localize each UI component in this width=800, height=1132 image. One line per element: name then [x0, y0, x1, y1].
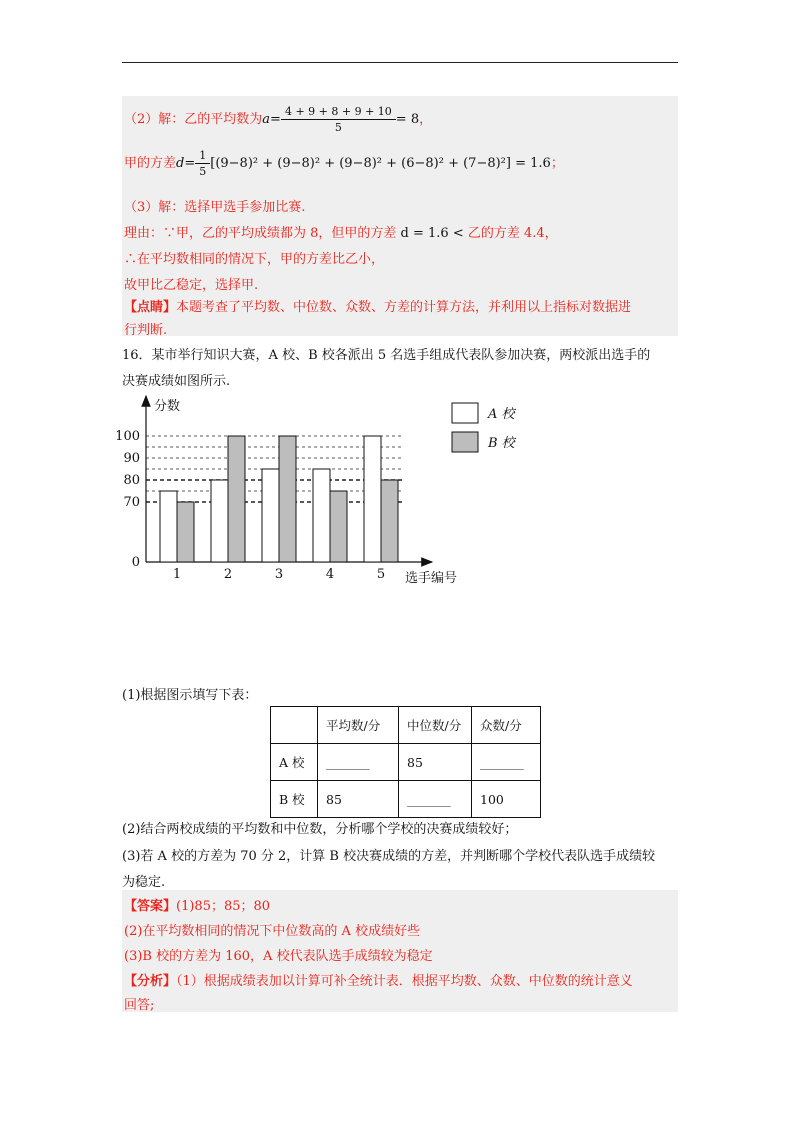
variance-denominator: 5 — [199, 165, 207, 178]
equals: = — [270, 112, 281, 127]
comment-tag: 【点睛】 — [124, 300, 177, 315]
y-tick-label: 70 — [123, 495, 140, 510]
reason-d-expr: d = 1.6 < — [400, 226, 464, 241]
var-a: a — [262, 112, 271, 127]
bars — [160, 436, 398, 562]
part-1-prompt: (1)根据图示填写下表： — [122, 688, 258, 703]
answer-2: (2)在平均数相同的情况下中位数高的 A 校成绩好些 — [124, 924, 421, 939]
bar — [211, 480, 228, 562]
x-tick-label: 1 — [172, 567, 182, 582]
table-header-cell — [271, 707, 318, 744]
x-tick-label: 5 — [376, 567, 386, 582]
table-cell: _______ — [399, 781, 472, 818]
table-row — [271, 781, 541, 818]
variance-label: 甲的方差 — [124, 156, 177, 171]
mean-numerator: 4 + 9 + 8 + 9 + 10 — [281, 104, 396, 120]
bar — [228, 436, 245, 562]
answer-3: (3)B 校的方差为 160，A 校代表队选手成绩较为稳定 — [124, 949, 433, 964]
mean-value: = 8 — [395, 112, 420, 127]
solution-2-label: （2）解：乙的平均数为 — [124, 112, 263, 127]
part-3-prompt-line2: 为稳定. — [122, 875, 166, 890]
table-header-row — [271, 707, 541, 744]
legend-label: B 校 — [488, 436, 515, 451]
y-tick-label: 0 — [131, 555, 140, 570]
y-tick-label: 80 — [123, 473, 140, 488]
bar — [313, 469, 330, 562]
question-16-line1: 16．某市举行知识大赛，A 校、B 校各派出 5 名选手组成代表队参加决赛，两校派出选手的 — [122, 348, 651, 363]
bar — [262, 469, 279, 562]
bar — [279, 436, 296, 562]
var-d: d — [176, 156, 185, 171]
bar — [177, 502, 194, 562]
mean-denominator: 5 — [334, 121, 342, 134]
table-cell: _______ — [472, 744, 541, 781]
bar — [381, 480, 398, 562]
x-tick-label: 4 — [325, 567, 335, 582]
part-3-prompt-line1: (3)若 A 校的方差为 70 分 2，计算 B 校决赛成绩的方差，并判断哪个学校代表队选手成绩较 — [122, 849, 656, 864]
table-cell: 85 — [399, 744, 472, 781]
answer-line1 — [124, 895, 270, 914]
x-axis-label: 选手编号 — [405, 571, 458, 586]
variance-expression: [(9−8)² + (9−8)² + (9−8)² + (6−8)² + (7−8)²] = 1.6 — [210, 156, 551, 171]
legend-swatch — [452, 432, 478, 452]
table-header-cell: 众数/分 — [472, 707, 541, 744]
y-ticks — [115, 429, 140, 570]
bar — [330, 491, 347, 562]
x-ticks — [173, 567, 385, 582]
table-header-cell: 平均数/分 — [318, 707, 399, 744]
stats-table — [270, 706, 541, 818]
y-tick-label: 90 — [123, 451, 140, 466]
answer-tag: 【答案】 — [124, 899, 177, 914]
legend — [452, 403, 517, 452]
table-header-cell: 中位数/分 — [399, 707, 472, 744]
variance-numerator: 1 — [195, 148, 210, 164]
table-cell: 85 — [318, 781, 399, 818]
solution-3-line3: ∴在平均数相同的情况下，甲的方差比乙小， — [124, 252, 385, 267]
legend-swatch — [452, 403, 478, 423]
comment-line2: 行判断. — [124, 323, 168, 338]
table-cell: _______ — [318, 744, 399, 781]
bar — [364, 436, 381, 562]
solution-3-line1: （3）解：选择甲选手参加比赛. — [124, 200, 306, 215]
analysis-text1: （1）根据成绩表加以计算可补全统计表．根据平均数、众数、中位数的统计意义 — [176, 974, 633, 989]
y-tick-label: 100 — [115, 429, 140, 444]
question-16-line2: 决赛成绩如图所示. — [122, 374, 231, 389]
answer-1: (1)85；85；80 — [176, 899, 271, 914]
analysis-tag: 【分析】 — [124, 974, 177, 989]
solution-3-line4: 故甲比乙稳定，选择甲. — [124, 278, 259, 293]
table-row — [271, 744, 541, 781]
bar — [160, 491, 177, 562]
x-tick-label: 2 — [223, 567, 233, 582]
reason-prefix: 理由：∵甲，乙的平均成绩都为 8，但甲的方差 — [124, 226, 397, 241]
part-2-prompt: (2)结合两校成绩的平均数和中位数，分析哪个学校的决赛成绩较好； — [122, 822, 518, 837]
reason-suffix: 乙的方差 4.4， — [467, 226, 558, 241]
mean-tail: ， — [419, 112, 433, 127]
y-axis-label: 分数 — [154, 399, 181, 414]
analysis-line2: 回答; — [124, 998, 155, 1013]
table-cell: 100 — [472, 781, 541, 818]
equals: = — [184, 156, 196, 171]
table-cell: B 校 — [271, 781, 318, 818]
legend-label: A 校 — [488, 407, 515, 422]
x-tick-label: 3 — [274, 567, 284, 582]
comment-text1: 本题考查了平均数、中位数、众数、方差的计算方法，并利用以上指标对数据进 — [176, 300, 632, 315]
analysis-line1 — [124, 970, 633, 989]
table-cell: A 校 — [271, 744, 318, 781]
variance-tail: ； — [550, 156, 564, 171]
